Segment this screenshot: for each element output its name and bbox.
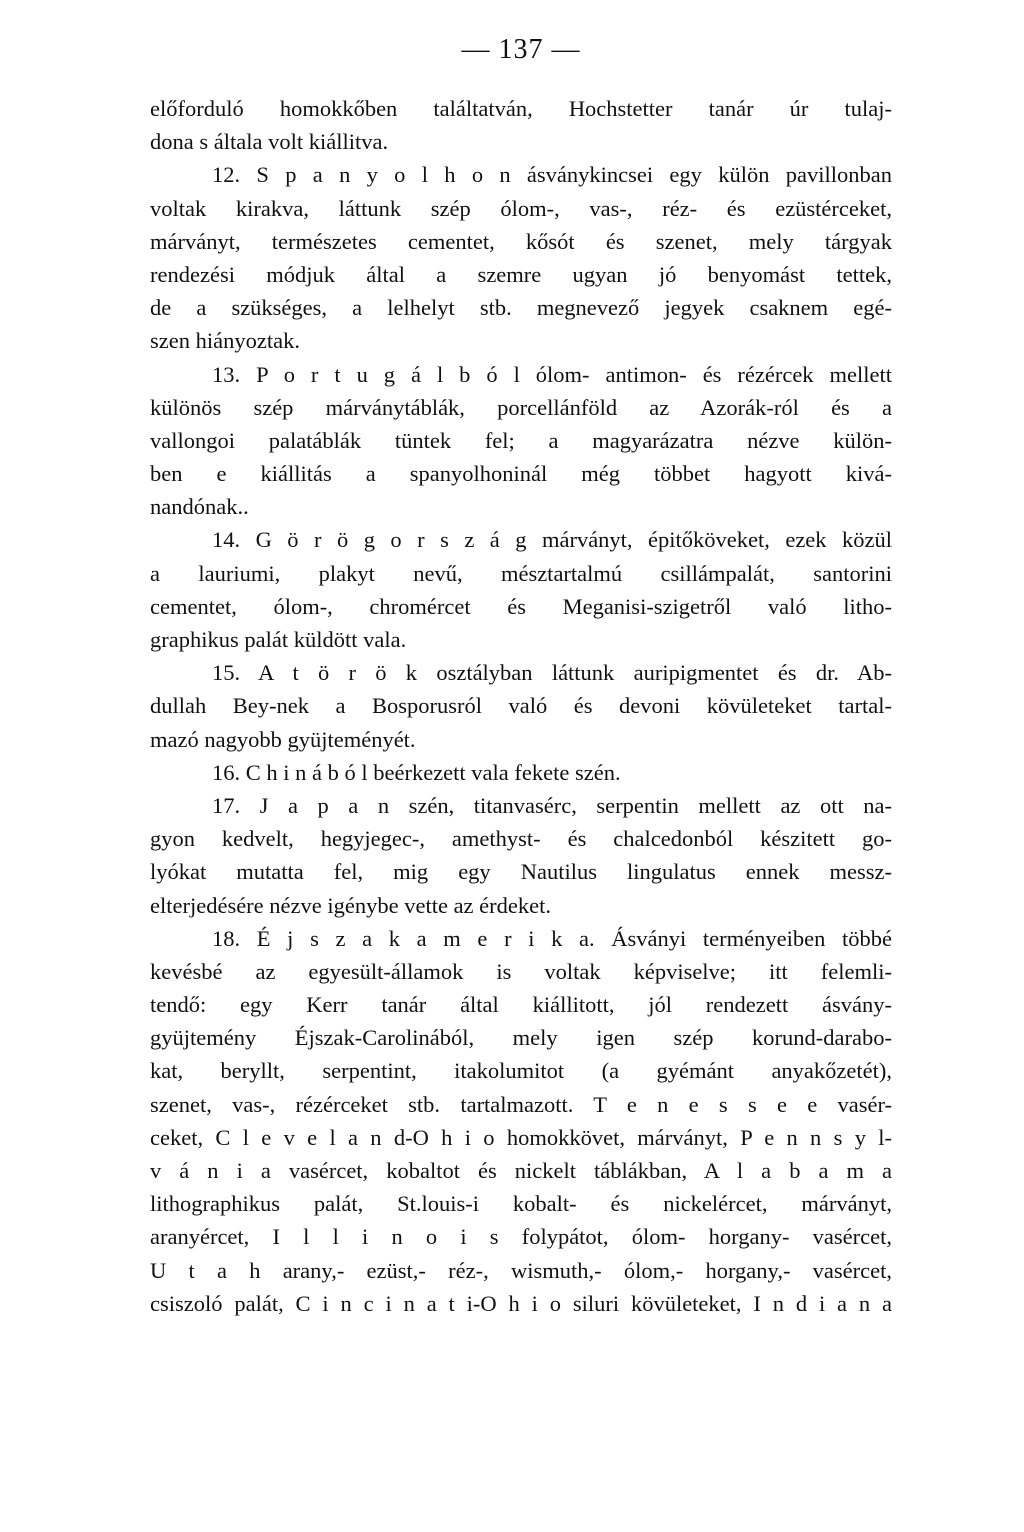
text-line: csiszoló palát, C i n c i n a t i-O h i o siluri kövületeket, I n d i a n a: [150, 1290, 892, 1316]
book-page: [150, 30, 892, 1510]
text-line: különös szép márványtáblák, porcellánföld az Azorák-ról és a: [150, 394, 892, 420]
text-line: 15. A t ö r ö k osztályban láttunk auripigmentet és dr. Ab-: [212, 660, 892, 686]
text-line: nandónak..: [150, 494, 249, 520]
text-line: U t a h arany,- ezüst,- réz-, wismuth,- ólom,- horgany,- vasércet,: [150, 1257, 892, 1283]
text-line: tendő: egy Kerr tanár által kiállitott, jól rendezett ásvány-: [150, 992, 892, 1018]
text-line: márványt, természetes cementet, kősót és szenet, mely tárgyak: [150, 228, 892, 254]
text-line: cementet, ólom-, chromércet és Meganisi-szigetről való litho-: [150, 593, 892, 619]
text-line: 14. G ö r ö g o r s z á g márványt, épitőköveket, ezek közül: [212, 527, 892, 553]
text-line: ben e kiállitás a spanyolhoninál még többet hagyott kivá-: [150, 461, 892, 487]
text-line: kat, beryllt, serpentint, itakolumitot (a gyémánt anyakőzetét),: [150, 1058, 892, 1084]
text-line: mazó nagyobb gyüjteményét.: [150, 726, 416, 752]
text-line: előforduló homokkőben találtatván, Hochstetter tanár úr tulaj-: [150, 96, 892, 121]
text-line: 16. C h i n á b ó l beérkezett vala fekete szén.: [212, 759, 621, 785]
text-line: vallongoi palatáblák tüntek fel; a magyarázatra nézve külön-: [150, 427, 892, 453]
text-line: rendezési módjuk által a szemre ugyan jó benyomást tettek,: [150, 261, 892, 287]
text-line: kevésbé az egyesült-államok is voltak képviselve; itt felemli-: [150, 958, 892, 984]
text-line: graphikus palát küldött vala.: [150, 627, 407, 652]
text-line: lyókat mutatta fel, mig egy Nautilus lingulatus ennek messz-: [150, 859, 892, 885]
page-number: — 137 —: [461, 34, 581, 65]
text-line: voltak kirakva, láttunk szép ólom-, vas-, réz- és ezüstérceket,: [150, 195, 892, 221]
text-line: dona s általa volt kiállitva.: [150, 129, 389, 155]
text-line: v á n i a vasércet, kobaltot és nickelt táblákban, A l a b a m a: [150, 1158, 892, 1183]
text-line: dullah Bey-nek a Bosporusról való és devoni kövületeket tartal-: [150, 693, 892, 719]
text-line: 17. J a p a n szén, titanvasérc, serpentin mellett az ott na-: [212, 792, 892, 818]
text-line: 12. S p a n y o l h o n ásványkincsei egy külön pavillonban: [212, 162, 892, 188]
text-line: 18. É j s z a k a m e r i k a. Ásványi terményeiben többé: [212, 925, 892, 951]
body-text: [150, 92, 892, 1320]
text-line: lithographikus palát, St.louis-i kobalt- és nickelércet, márványt,: [150, 1191, 892, 1217]
text-line: elterjedésére nézve igénybe vette az érdeket.: [150, 892, 552, 918]
text-line: gyüjtemény Éjszak-Carolinából, mely igen szép korund-darabo-: [150, 1025, 892, 1051]
text-line: aranyércet, I l l i n o i s folypátot, ólom- horgany- vasércet,: [150, 1224, 892, 1250]
text-line: 13. P o r t u g á l b ó l ólom- antimon- és rézércek mellett: [212, 361, 892, 387]
text-line: a lauriumi, plakyt nevű, mésztartalmú csillámpalát, santorini: [150, 560, 892, 586]
text-line: szen hiányoztak.: [150, 328, 300, 354]
text-line: gyon kedvelt, hegyjegec-, amethyst- és chalcedonból készitett go-: [150, 826, 892, 852]
text-line: de a szükséges, a lelhelyt stb. megnevező jegyek csaknem egé-: [150, 295, 892, 321]
text-line: szenet, vas-, rézérceket stb. tartalmazott. T e n e s s e e vasér-: [150, 1091, 892, 1117]
text-line: ceket, C l e v e l a n d-O h i o homokkövet, márványt, P e n n s y l-: [150, 1124, 892, 1150]
